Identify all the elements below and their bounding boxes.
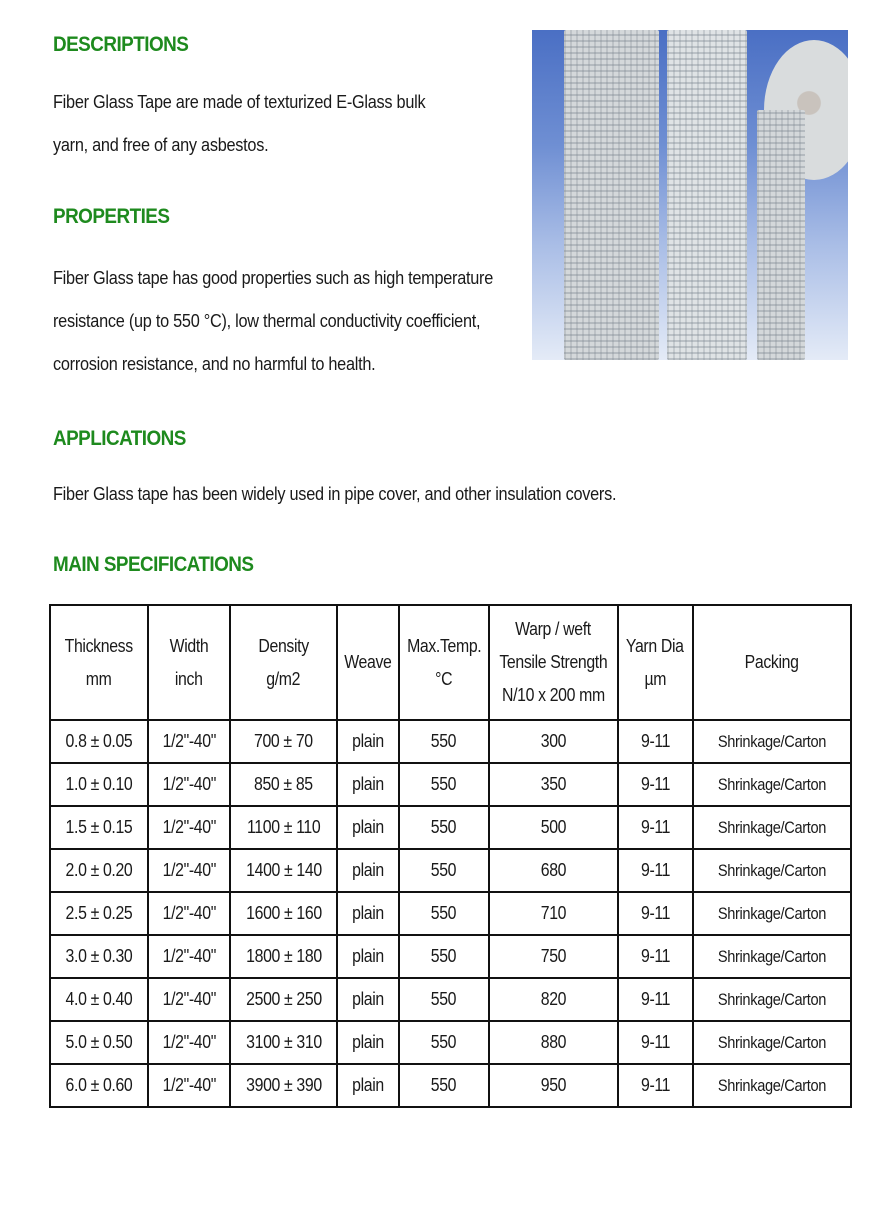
column-header-line: mm — [85, 668, 112, 689]
cell-max-temp — [399, 720, 489, 763]
cell-width — [148, 1064, 231, 1107]
table-header-row — [50, 605, 851, 720]
cell-weave — [337, 978, 399, 1021]
cell-density — [230, 1021, 337, 1064]
cell-value: Shrinkage/Carton — [717, 861, 826, 880]
column-header-line: Width — [169, 635, 209, 656]
cell-value: 6.0 ± 0.60 — [65, 1075, 133, 1095]
cell-max-temp — [399, 892, 489, 935]
column-header-width — [148, 605, 231, 720]
cell-yarn-dia — [618, 849, 693, 892]
cell-packing — [693, 720, 851, 763]
column-header-weave — [337, 605, 399, 720]
cell-value: Shrinkage/Carton — [717, 732, 826, 751]
cell-value: 9-11 — [640, 817, 670, 837]
cell-weave — [337, 849, 399, 892]
cell-value: 710 — [540, 903, 566, 923]
cell-yarn-dia — [618, 978, 693, 1021]
properties-line: resistance (up to 550 °C), low thermal conductivity coefficient, — [53, 310, 481, 331]
cell-thickness — [50, 806, 148, 849]
cell-value: 9-11 — [640, 860, 670, 880]
properties-line: Fiber Glass tape has good properties such as high temperature — [53, 267, 493, 288]
cell-value: 550 — [431, 903, 457, 923]
cell-value: 1100 ± 110 — [246, 817, 321, 837]
cell-density — [230, 892, 337, 935]
cell-value: 9-11 — [640, 1075, 670, 1095]
cell-width — [148, 892, 231, 935]
cell-value: plain — [352, 1032, 384, 1052]
cell-tensile-strength — [489, 935, 618, 978]
column-header-packing — [693, 605, 851, 720]
cell-value: Shrinkage/Carton — [717, 1033, 826, 1052]
cell-value: 9-11 — [640, 946, 670, 966]
cell-value: 820 — [540, 989, 566, 1009]
cell-packing — [693, 935, 851, 978]
cell-packing — [693, 978, 851, 1021]
cell-value: Shrinkage/Carton — [717, 818, 826, 837]
cell-value: 3100 ± 310 — [245, 1032, 322, 1052]
column-header-line: Tensile Strength — [499, 652, 608, 672]
tape-strip-right — [757, 110, 805, 360]
cell-thickness — [50, 978, 148, 1021]
column-header-line: Yarn Dia — [626, 635, 684, 656]
cell-thickness — [50, 1064, 148, 1107]
cell-value: 1/2"-40" — [162, 1032, 216, 1052]
cell-value: 9-11 — [640, 989, 670, 1009]
cell-value: 880 — [540, 1032, 566, 1052]
cell-value: 550 — [431, 774, 457, 794]
cell-value: 4.0 ± 0.40 — [65, 989, 133, 1009]
table-row — [50, 892, 851, 935]
specifications-heading: MAIN SPECIFICATIONS — [53, 553, 254, 576]
descriptions-heading: DESCRIPTIONS — [53, 33, 189, 56]
cell-yarn-dia — [618, 1064, 693, 1107]
cell-yarn-dia — [618, 892, 693, 935]
cell-tensile-strength — [489, 763, 618, 806]
cell-width — [148, 763, 231, 806]
applications-text — [53, 472, 616, 515]
column-header-thickness — [50, 605, 148, 720]
cell-density — [230, 935, 337, 978]
cell-value: 550 — [431, 860, 457, 880]
column-header-max-temp — [399, 605, 489, 720]
column-header-line: °C — [435, 668, 453, 689]
properties-line: corrosion resistance, and no harmful to health. — [53, 353, 376, 374]
cell-yarn-dia — [618, 720, 693, 763]
cell-value: plain — [352, 860, 384, 880]
cell-value: 1/2"-40" — [162, 946, 216, 966]
properties-heading: PROPERTIES — [53, 205, 170, 228]
descriptions-line: Fiber Glass Tape are made of texturized E-Glass bulk — [53, 91, 426, 112]
cell-value: 9-11 — [640, 731, 670, 751]
cell-density — [230, 720, 337, 763]
cell-yarn-dia — [618, 806, 693, 849]
cell-width — [148, 849, 231, 892]
specifications-table — [49, 604, 852, 1108]
cell-packing — [693, 849, 851, 892]
cell-value: plain — [352, 903, 384, 923]
table-row — [50, 849, 851, 892]
cell-value: 550 — [431, 946, 457, 966]
column-header-line: Max.Temp. — [406, 635, 481, 656]
cell-value: plain — [352, 817, 384, 837]
table-body — [50, 720, 851, 1107]
cell-yarn-dia — [618, 1021, 693, 1064]
cell-value: 9-11 — [640, 903, 670, 923]
cell-value: 1/2"-40" — [162, 774, 216, 794]
cell-tensile-strength — [489, 892, 618, 935]
cell-value: Shrinkage/Carton — [717, 947, 826, 966]
cell-value: 1.0 ± 0.10 — [65, 774, 133, 794]
cell-value: 700 ± 70 — [254, 731, 313, 751]
table-row — [50, 1064, 851, 1107]
cell-value: 1/2"-40" — [162, 860, 216, 880]
tape-strip-middle — [667, 30, 747, 360]
fiber-glass-tape-photo — [532, 30, 848, 360]
cell-tensile-strength — [489, 1021, 618, 1064]
cell-weave — [337, 720, 399, 763]
cell-value: 500 — [540, 817, 566, 837]
cell-value: 9-11 — [640, 1032, 670, 1052]
column-header-line: Warp / weft — [515, 619, 592, 639]
cell-value: 1/2"-40" — [162, 903, 216, 923]
tape-strip-left — [564, 30, 659, 360]
cell-value: 1.5 ± 0.15 — [65, 817, 133, 837]
table-row — [50, 935, 851, 978]
column-header-line: Weave — [344, 652, 392, 672]
cell-value: 750 — [540, 946, 566, 966]
column-header-line: µm — [644, 668, 666, 689]
table-row — [50, 978, 851, 1021]
cell-thickness — [50, 720, 148, 763]
cell-value: Shrinkage/Carton — [717, 904, 826, 923]
cell-value: 680 — [540, 860, 566, 880]
cell-max-temp — [399, 978, 489, 1021]
applications-heading: APPLICATIONS — [53, 427, 186, 450]
cell-packing — [693, 763, 851, 806]
properties-text — [53, 256, 493, 385]
cell-value: 5.0 ± 0.50 — [65, 1032, 133, 1052]
cell-value: Shrinkage/Carton — [717, 1076, 826, 1095]
cell-weave — [337, 935, 399, 978]
cell-value: plain — [352, 731, 384, 751]
cell-tensile-strength — [489, 849, 618, 892]
cell-value: 2500 ± 250 — [245, 989, 322, 1009]
cell-value: plain — [352, 1075, 384, 1095]
cell-yarn-dia — [618, 935, 693, 978]
cell-packing — [693, 1064, 851, 1107]
applications-line: Fiber Glass tape has been widely used in pipe cover, and other insulation covers. — [53, 483, 617, 504]
column-header-line: Density — [258, 635, 309, 656]
cell-value: 550 — [431, 817, 457, 837]
cell-max-temp — [399, 806, 489, 849]
column-header-line: Thickness — [64, 635, 133, 656]
cell-thickness — [50, 849, 148, 892]
cell-value: 350 — [540, 774, 566, 794]
cell-value: 550 — [431, 731, 457, 751]
cell-value: 3.0 ± 0.30 — [65, 946, 133, 966]
column-header-line: inch — [175, 668, 203, 689]
column-header-density — [230, 605, 337, 720]
table-row — [50, 806, 851, 849]
column-header-line: g/m2 — [266, 668, 301, 689]
cell-value: 950 — [540, 1075, 566, 1095]
cell-value: 9-11 — [640, 774, 670, 794]
cell-value: 850 ± 85 — [254, 774, 313, 794]
cell-value: 1400 ± 140 — [245, 860, 322, 880]
cell-density — [230, 1064, 337, 1107]
cell-value: 2.5 ± 0.25 — [65, 903, 133, 923]
cell-tensile-strength — [489, 720, 618, 763]
cell-weave — [337, 1064, 399, 1107]
cell-density — [230, 806, 337, 849]
table-row — [50, 1021, 851, 1064]
cell-width — [148, 935, 231, 978]
cell-max-temp — [399, 1064, 489, 1107]
cell-value: 550 — [431, 989, 457, 1009]
cell-max-temp — [399, 1021, 489, 1064]
cell-width — [148, 720, 231, 763]
column-header-line: N/10 x 200 mm — [501, 685, 605, 705]
cell-packing — [693, 892, 851, 935]
cell-value: 2.0 ± 0.20 — [65, 860, 133, 880]
cell-value: 1/2"-40" — [162, 1075, 216, 1095]
cell-value: 300 — [540, 731, 566, 751]
cell-width — [148, 978, 231, 1021]
cell-thickness — [50, 892, 148, 935]
cell-value: plain — [352, 774, 384, 794]
cell-value: plain — [352, 946, 384, 966]
cell-weave — [337, 1021, 399, 1064]
cell-max-temp — [399, 763, 489, 806]
cell-density — [230, 763, 337, 806]
cell-value: 550 — [431, 1032, 457, 1052]
cell-thickness — [50, 763, 148, 806]
cell-tensile-strength — [489, 978, 618, 1021]
cell-weave — [337, 806, 399, 849]
cell-value: 1/2"-40" — [162, 989, 216, 1009]
cell-weave — [337, 892, 399, 935]
column-header-tensile-strength — [489, 605, 618, 720]
cell-value: 1800 ± 180 — [245, 946, 322, 966]
cell-tensile-strength — [489, 806, 618, 849]
cell-value: 1600 ± 160 — [245, 903, 322, 923]
cell-packing — [693, 806, 851, 849]
descriptions-line: yarn, and free of any asbestos. — [53, 134, 269, 155]
cell-tensile-strength — [489, 1064, 618, 1107]
cell-packing — [693, 1021, 851, 1064]
cell-value: 0.8 ± 0.05 — [65, 731, 133, 751]
cell-value: 550 — [431, 1075, 457, 1095]
cell-value: Shrinkage/Carton — [717, 990, 826, 1009]
cell-density — [230, 978, 337, 1021]
cell-thickness — [50, 1021, 148, 1064]
cell-value: 1/2"-40" — [162, 731, 216, 751]
table-row — [50, 720, 851, 763]
cell-width — [148, 806, 231, 849]
cell-thickness — [50, 935, 148, 978]
cell-value: 1/2"-40" — [162, 817, 216, 837]
cell-value: 3900 ± 390 — [245, 1075, 322, 1095]
descriptions-text — [53, 80, 425, 166]
cell-width — [148, 1021, 231, 1064]
column-header-yarn-dia — [618, 605, 693, 720]
cell-max-temp — [399, 935, 489, 978]
table-row — [50, 763, 851, 806]
cell-weave — [337, 763, 399, 806]
column-header-line: Packing — [744, 652, 799, 672]
cell-value: Shrinkage/Carton — [717, 775, 826, 794]
cell-density — [230, 849, 337, 892]
cell-max-temp — [399, 849, 489, 892]
cell-value: plain — [352, 989, 384, 1009]
cell-yarn-dia — [618, 763, 693, 806]
